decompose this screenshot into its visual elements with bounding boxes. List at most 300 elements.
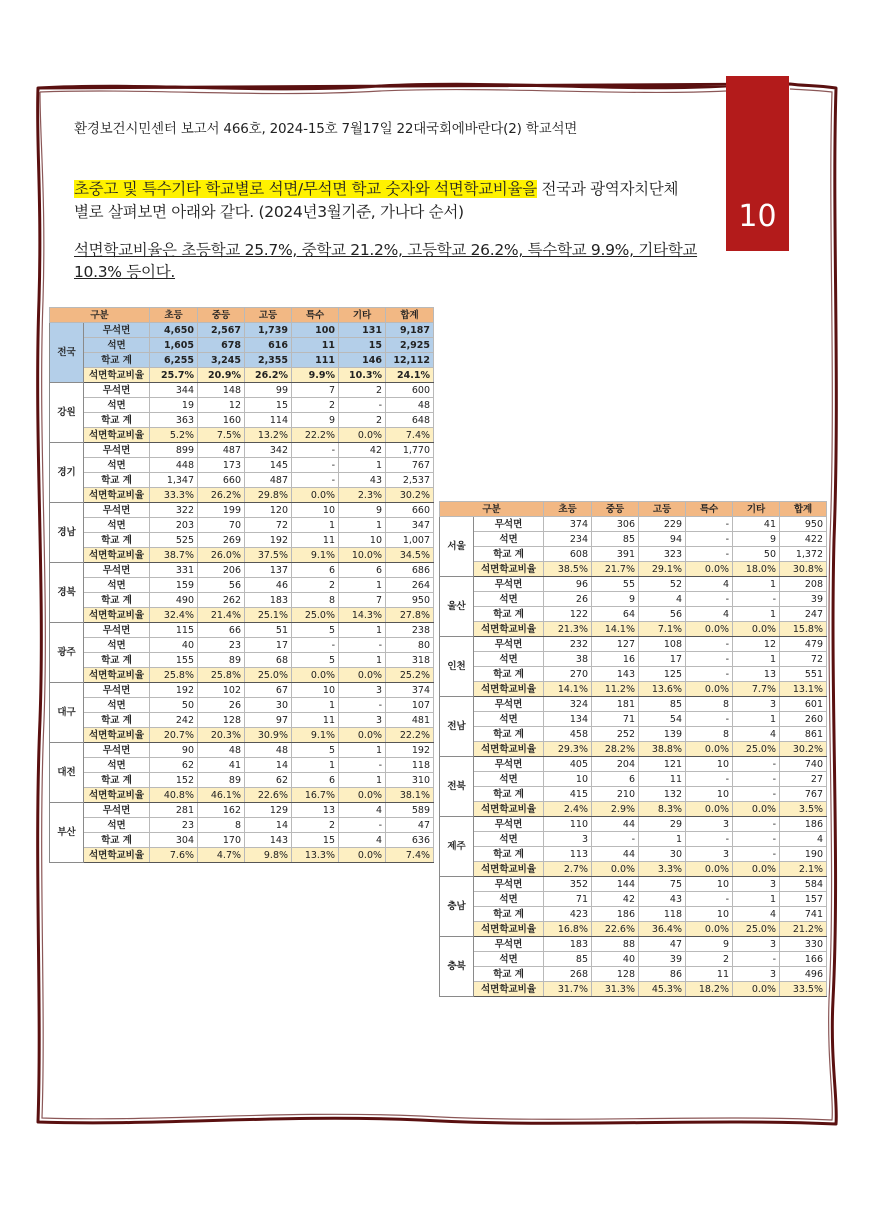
table-cell: 1 (339, 653, 386, 668)
table-row (50, 398, 434, 413)
table-row (50, 338, 434, 353)
table-cell: 183 (544, 937, 592, 952)
table-cell: - (686, 652, 733, 667)
table-cell: 38.8% (639, 742, 686, 757)
table-cell: 173 (198, 458, 245, 473)
table-cell: 15 (245, 398, 292, 413)
column-header: 합계 (386, 308, 434, 323)
row-label: 석면학교비율 (84, 428, 150, 443)
row-label: 학교 계 (84, 533, 150, 548)
table-cell: 3 (544, 832, 592, 847)
table-row (50, 653, 434, 668)
table-cell: 22.2% (292, 428, 339, 443)
table-cell: 1 (733, 712, 780, 727)
table-cell: 3.5% (780, 802, 827, 817)
table-cell: 10 (686, 907, 733, 922)
table-row (440, 592, 827, 607)
table-cell: - (733, 952, 780, 967)
table-cell: 0.0% (339, 848, 386, 863)
table-cell: 3.3% (639, 862, 686, 877)
table-cell: 11 (292, 338, 339, 353)
table-cell: 342 (245, 443, 292, 458)
table-cell: 584 (780, 877, 827, 892)
table-cell: 14 (245, 758, 292, 773)
table-cell: 10 (339, 533, 386, 548)
table-cell: 143 (592, 667, 639, 682)
ratio-summary-paragraph (74, 239, 714, 283)
table-cell: 30 (639, 847, 686, 862)
report-header: 환경보건시민센터 보고서 466호, 2024-15호 7월17일 22대국회에바란다(2) 학교석면 (74, 121, 578, 137)
table-cell: 7.6% (150, 848, 198, 863)
table-row (50, 563, 434, 578)
row-label: 석면학교비율 (84, 848, 150, 863)
region-name: 부산 (50, 803, 84, 863)
table-cell: 120 (245, 503, 292, 518)
table-cell: 38.1% (386, 788, 434, 803)
table-cell: 1 (292, 758, 339, 773)
table-row (440, 622, 827, 637)
table-row (440, 547, 827, 562)
table-cell: 86 (639, 967, 686, 982)
table-cell: 206 (198, 563, 245, 578)
table-row (50, 533, 434, 548)
table-row (440, 847, 827, 862)
page-number: 10 (738, 199, 777, 234)
table-row (440, 802, 827, 817)
table-cell: 108 (639, 637, 686, 652)
table-cell: 31.7% (544, 982, 592, 997)
table-cell: 7 (292, 383, 339, 398)
table-cell: 29.8% (245, 488, 292, 503)
table-cell: 47 (639, 937, 686, 952)
table-cell: 40.8% (150, 788, 198, 803)
table-row (50, 323, 434, 338)
table-row (440, 952, 827, 967)
table-cell: 21.3% (544, 622, 592, 637)
table-row (440, 607, 827, 622)
table-cell: 10 (544, 772, 592, 787)
table-row (440, 832, 827, 847)
row-label: 석면학교비율 (84, 368, 150, 383)
table-cell: 0.0% (686, 682, 733, 697)
table-cell: 767 (780, 787, 827, 802)
table-cell: 166 (780, 952, 827, 967)
table-cell: 12,112 (386, 353, 434, 368)
region-name: 서울 (440, 517, 474, 577)
table-cell: 42 (592, 892, 639, 907)
row-label: 무석면 (474, 697, 544, 712)
ratio-summary-text: 석면학교비율은 초등학교 25.7%, 중학교 21.2%, 고등학교 26.2%, 특수학교 9.9%, 기타학교 10.3% (74, 241, 698, 281)
ratio-summary-tail: 등이다. (121, 263, 176, 281)
table-cell: 111 (292, 353, 339, 368)
table-cell: 7.1% (639, 622, 686, 637)
table-cell: 18.0% (733, 562, 780, 577)
table-cell: 157 (780, 892, 827, 907)
table-cell: 30.2% (780, 742, 827, 757)
table-cell: 16.7% (292, 788, 339, 803)
table-cell: 264 (386, 578, 434, 593)
table-cell: 13.3% (292, 848, 339, 863)
table-cell: 487 (198, 443, 245, 458)
table-cell: 232 (544, 637, 592, 652)
table-cell: 636 (386, 833, 434, 848)
table-cell: 25.0% (733, 742, 780, 757)
table-cell: 26.0% (198, 548, 245, 563)
table-cell: 374 (386, 683, 434, 698)
table-cell: 39 (780, 592, 827, 607)
row-label: 석면 (474, 532, 544, 547)
table-cell: 247 (780, 607, 827, 622)
region-name: 인천 (440, 637, 474, 697)
table-row (440, 637, 827, 652)
table-cell: 90 (150, 743, 198, 758)
table-cell: 4 (733, 907, 780, 922)
table-cell: 12 (198, 398, 245, 413)
table-row (50, 638, 434, 653)
table-cell: 0.0% (686, 562, 733, 577)
table-cell: 741 (780, 907, 827, 922)
table-cell: 2.7% (544, 862, 592, 877)
table-cell: 899 (150, 443, 198, 458)
row-label: 학교 계 (84, 473, 150, 488)
table-cell: 10 (686, 757, 733, 772)
table-cell: 2,925 (386, 338, 434, 353)
table-cell: 0.0% (733, 982, 780, 997)
table-row (440, 532, 827, 547)
table-cell: 20.7% (150, 728, 198, 743)
table-cell: - (339, 638, 386, 653)
table-cell: 0.0% (733, 862, 780, 877)
region-name: 전남 (440, 697, 474, 757)
table-cell: 21.7% (592, 562, 639, 577)
row-label: 석면 (84, 638, 150, 653)
table-cell: 9 (292, 413, 339, 428)
table-cell: 5 (292, 743, 339, 758)
table-cell: 0.0% (339, 728, 386, 743)
table-cell: 8.3% (639, 802, 686, 817)
table-cell: 8 (686, 727, 733, 742)
region-name: 경기 (50, 443, 84, 503)
table-cell: 0.0% (733, 622, 780, 637)
table-cell: - (686, 517, 733, 532)
table-cell: 14.3% (339, 608, 386, 623)
table-cell: 155 (150, 653, 198, 668)
row-label: 석면 (474, 832, 544, 847)
table-cell: 31.3% (592, 982, 639, 997)
column-header: 기타 (733, 502, 780, 517)
row-label: 학교 계 (474, 667, 544, 682)
row-label: 학교 계 (474, 607, 544, 622)
table-cell: 0.0% (339, 788, 386, 803)
table-cell: 487 (245, 473, 292, 488)
table-row (440, 727, 827, 742)
table-cell: 137 (245, 563, 292, 578)
table-cell: 481 (386, 713, 434, 728)
table-cell: - (292, 458, 339, 473)
table-cell: 660 (198, 473, 245, 488)
table-cell: 448 (150, 458, 198, 473)
table-cell: - (686, 637, 733, 652)
table-cell: 1 (339, 743, 386, 758)
table-row (50, 803, 434, 818)
table-cell: 33.5% (780, 982, 827, 997)
table-row (50, 773, 434, 788)
row-label: 무석면 (84, 323, 150, 338)
table-cell: - (686, 592, 733, 607)
table-cell: 28.2% (592, 742, 639, 757)
row-label: 무석면 (84, 743, 150, 758)
table-row (50, 788, 434, 803)
table-cell: 143 (245, 833, 292, 848)
table-cell: 2 (292, 818, 339, 833)
table-cell: 4 (780, 832, 827, 847)
table-cell: 415 (544, 787, 592, 802)
row-label: 학교 계 (474, 847, 544, 862)
table-cell: 601 (780, 697, 827, 712)
table-row (50, 503, 434, 518)
table-cell: 36.4% (639, 922, 686, 937)
table-cell: 43 (339, 473, 386, 488)
table-cell: - (733, 592, 780, 607)
row-label: 무석면 (474, 877, 544, 892)
table-cell: 203 (150, 518, 198, 533)
table-cell: - (733, 832, 780, 847)
row-label: 석면 (474, 592, 544, 607)
row-label: 석면학교비율 (474, 562, 544, 577)
table-cell: 71 (544, 892, 592, 907)
table-cell: 1 (733, 607, 780, 622)
table-cell: 767 (386, 458, 434, 473)
table-cell: 26.2% (245, 368, 292, 383)
table-cell: 22.2% (386, 728, 434, 743)
row-label: 학교 계 (84, 773, 150, 788)
row-label: 학교 계 (84, 833, 150, 848)
table-row (50, 848, 434, 863)
table-cell: 170 (198, 833, 245, 848)
row-label: 무석면 (474, 637, 544, 652)
table-cell: 29.1% (639, 562, 686, 577)
table-cell: 352 (544, 877, 592, 892)
table-cell: 13 (733, 667, 780, 682)
column-header: 특수 (292, 308, 339, 323)
table-cell: 113 (544, 847, 592, 862)
table-cell: 45.3% (639, 982, 686, 997)
table-cell: - (686, 667, 733, 682)
table-cell: 306 (592, 517, 639, 532)
table-cell: 1 (339, 623, 386, 638)
table-cell: 159 (150, 578, 198, 593)
table-cell: 3 (733, 697, 780, 712)
region-name: 충북 (440, 937, 474, 997)
table-cell: 660 (386, 503, 434, 518)
table-cell: 344 (150, 383, 198, 398)
table-cell: 18.2% (686, 982, 733, 997)
table-cell: 97 (245, 713, 292, 728)
row-label: 석면 (84, 458, 150, 473)
region-name: 경남 (50, 503, 84, 563)
table-cell: 102 (198, 683, 245, 698)
table-cell: 122 (544, 607, 592, 622)
region-name: 전북 (440, 757, 474, 817)
table-cell: 20.9% (198, 368, 245, 383)
table-cell: 405 (544, 757, 592, 772)
table-cell: 3 (733, 937, 780, 952)
table-row (50, 833, 434, 848)
table-cell: 38.7% (150, 548, 198, 563)
table-cell: 9 (686, 937, 733, 952)
table-cell: 114 (245, 413, 292, 428)
table-row (440, 772, 827, 787)
table-cell: 7 (339, 593, 386, 608)
table-row (50, 713, 434, 728)
table-cell: 2 (339, 383, 386, 398)
table-cell: 41 (733, 517, 780, 532)
table-row (440, 742, 827, 757)
table-cell: 48 (245, 743, 292, 758)
column-header: 구분 (440, 502, 544, 517)
table-cell: 260 (780, 712, 827, 727)
table-cell: 27 (780, 772, 827, 787)
table-cell: 324 (544, 697, 592, 712)
table-cell: 11 (292, 533, 339, 548)
table-cell: 25.8% (198, 668, 245, 683)
table-cell: 42 (339, 443, 386, 458)
table-cell: 391 (592, 547, 639, 562)
table-cell: 1 (339, 518, 386, 533)
table-cell: 16.8% (544, 922, 592, 937)
table-cell: 22.6% (592, 922, 639, 937)
table-cell: 10 (686, 877, 733, 892)
table-cell: 72 (245, 518, 292, 533)
table-cell: 132 (639, 787, 686, 802)
table-cell: 8 (686, 697, 733, 712)
table-cell: 54 (639, 712, 686, 727)
table-cell: 24.1% (386, 368, 434, 383)
table-cell: 50 (733, 547, 780, 562)
table-cell: - (733, 787, 780, 802)
table-cell: 85 (592, 532, 639, 547)
table-cell: 252 (592, 727, 639, 742)
table-row (440, 517, 827, 532)
table-cell: 118 (386, 758, 434, 773)
table-cell: 183 (245, 593, 292, 608)
table-cell: 21.4% (198, 608, 245, 623)
table-cell: 62 (150, 758, 198, 773)
school-asbestos-table-right (439, 501, 827, 997)
row-label: 석면학교비율 (474, 982, 544, 997)
table-cell: 71 (592, 712, 639, 727)
table-cell: 234 (544, 532, 592, 547)
column-header: 고등 (245, 308, 292, 323)
table-cell: 9.1% (292, 548, 339, 563)
table-cell: 22.6% (245, 788, 292, 803)
table-cell: 186 (780, 817, 827, 832)
table-cell: 322 (150, 503, 198, 518)
table-row (440, 877, 827, 892)
table-row (50, 728, 434, 743)
table-cell: 110 (544, 817, 592, 832)
region-name: 전국 (50, 323, 84, 383)
row-label: 무석면 (474, 577, 544, 592)
region-name: 광주 (50, 623, 84, 683)
row-label: 석면학교비율 (474, 862, 544, 877)
row-label: 학교 계 (84, 353, 150, 368)
table-cell: 38 (544, 652, 592, 667)
table-cell: 46.1% (198, 788, 245, 803)
table-row (440, 937, 827, 952)
table-cell: 15.8% (780, 622, 827, 637)
table-cell: 9 (733, 532, 780, 547)
page-number-tab (726, 76, 789, 251)
table-cell: 13.1% (780, 682, 827, 697)
row-label: 학교 계 (84, 593, 150, 608)
table-cell: 281 (150, 803, 198, 818)
table-cell: 89 (198, 773, 245, 788)
table-cell: 25.1% (245, 608, 292, 623)
table-cell: 17 (245, 638, 292, 653)
table-cell: 25.7% (150, 368, 198, 383)
region-name: 울산 (440, 577, 474, 637)
table-cell: 47 (386, 818, 434, 833)
row-label: 석면 (84, 698, 150, 713)
table-cell: 1 (292, 518, 339, 533)
table-cell: 15 (339, 338, 386, 353)
table-cell: 26.2% (198, 488, 245, 503)
table-cell: 30.9% (245, 728, 292, 743)
table-cell: 551 (780, 667, 827, 682)
table-cell: 4 (686, 577, 733, 592)
table-cell: 48 (198, 743, 245, 758)
column-header: 초등 (150, 308, 198, 323)
table-cell: 238 (386, 623, 434, 638)
table-cell: 2,355 (245, 353, 292, 368)
table-cell: 11 (686, 967, 733, 982)
table-cell: 490 (150, 593, 198, 608)
table-cell: 648 (386, 413, 434, 428)
table-cell: 115 (150, 623, 198, 638)
table-cell: 10.3% (339, 368, 386, 383)
row-label: 석면학교비율 (474, 622, 544, 637)
table-cell: 131 (339, 323, 386, 338)
table-cell: 262 (198, 593, 245, 608)
table-cell: 0.0% (686, 862, 733, 877)
table-cell: 51 (245, 623, 292, 638)
table-cell: 318 (386, 653, 434, 668)
row-label: 석면 (84, 398, 150, 413)
table-row (50, 593, 434, 608)
table-cell: 25.0% (245, 668, 292, 683)
table-row (440, 577, 827, 592)
table-cell: 242 (150, 713, 198, 728)
region-name: 충남 (440, 877, 474, 937)
table-cell: 10.0% (339, 548, 386, 563)
table-cell: 129 (245, 803, 292, 818)
table-cell: 1,347 (150, 473, 198, 488)
table-cell: 686 (386, 563, 434, 578)
table-cell: 40 (592, 952, 639, 967)
table-cell: 0.0% (733, 802, 780, 817)
row-label: 석면학교비율 (84, 668, 150, 683)
table-cell: 7.7% (733, 682, 780, 697)
table-cell: 70 (198, 518, 245, 533)
row-label: 석면 (474, 712, 544, 727)
row-label: 무석면 (474, 757, 544, 772)
table-cell: 13.6% (639, 682, 686, 697)
table-cell: 1,605 (150, 338, 198, 353)
table-cell: 861 (780, 727, 827, 742)
table-cell: 0.0% (292, 488, 339, 503)
table-row (50, 608, 434, 623)
